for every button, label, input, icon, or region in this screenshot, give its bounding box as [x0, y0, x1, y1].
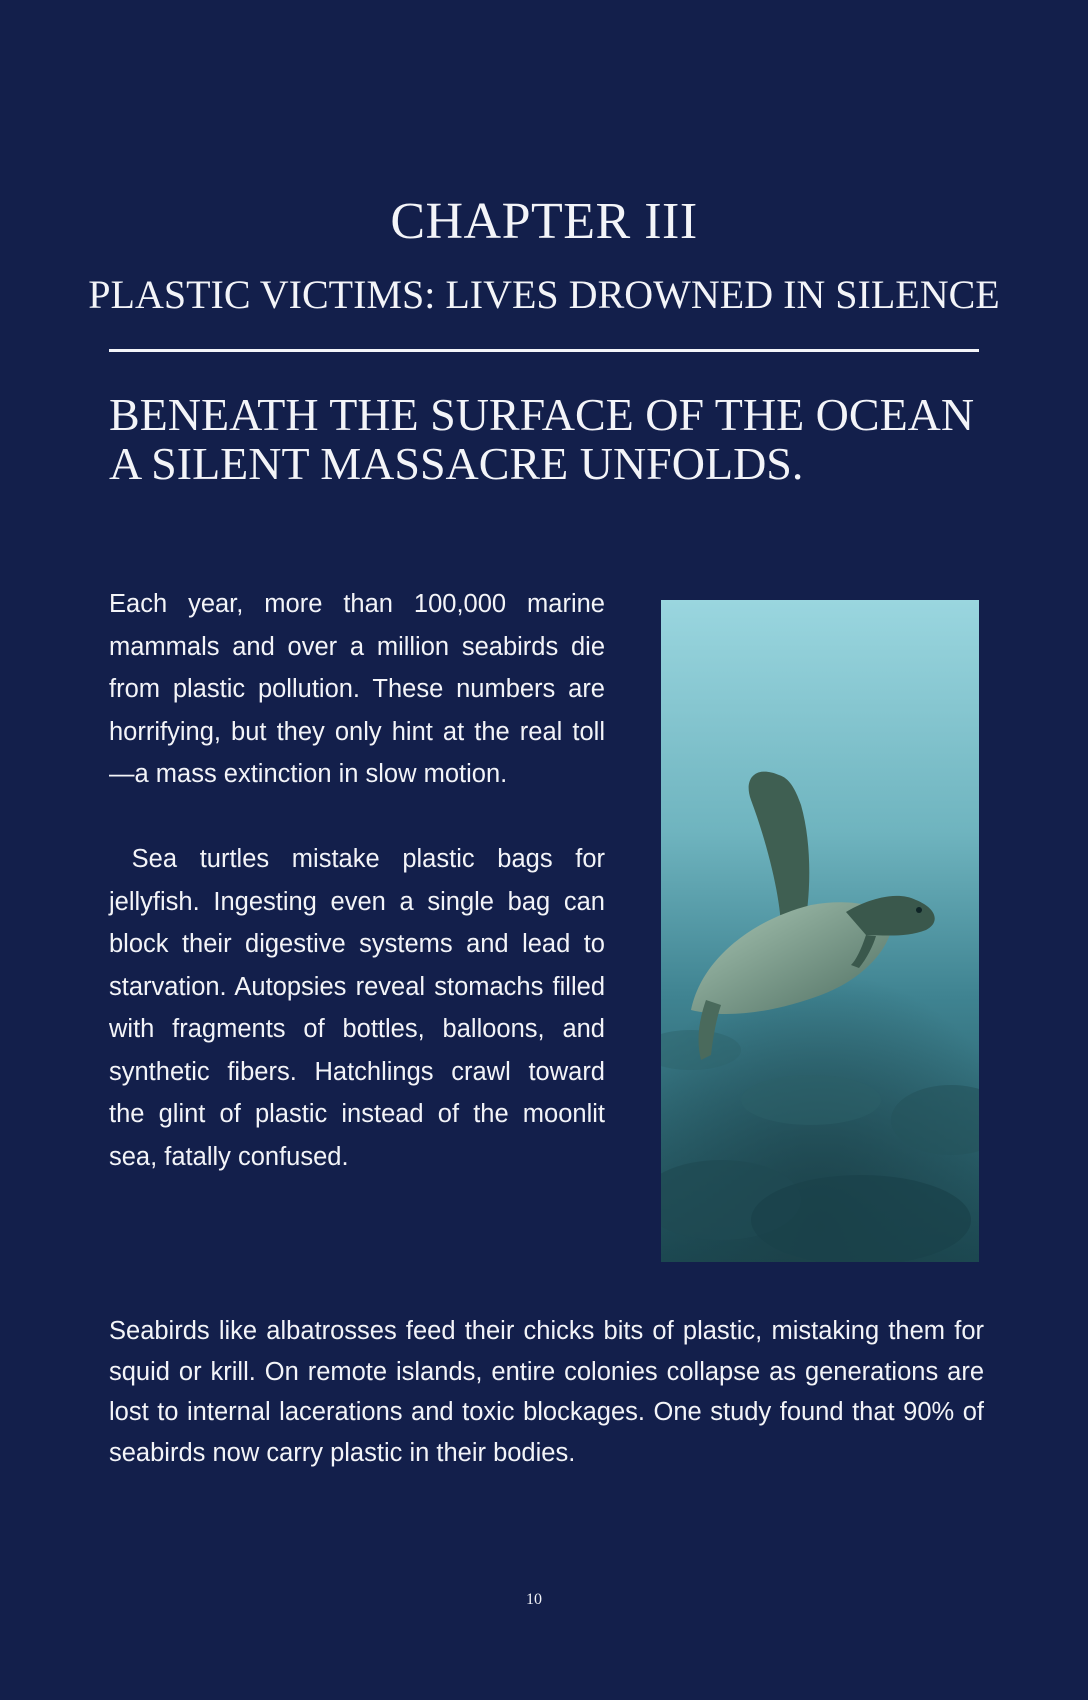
section-headline	[109, 390, 1009, 488]
page-number: 10	[526, 1591, 542, 1608]
body-paragraph-3: Seabirds like albatrosses feed their chicks bits of plastic, mistaking them for squid or krill. On remote islands, entire colonies collapse as generations are lost to internal lacerations and toxic blockages. One study found that 90% of seabirds now carry plastic in their bodies.	[109, 1317, 984, 1467]
sea-turtle-photo	[661, 600, 979, 1262]
headline-line-1: BENEATH THE SURFACE OF THE OCEAN	[109, 389, 975, 440]
title-divider	[109, 349, 979, 352]
body-paragraph-1: Each year, more than 100,000 marine mammals and over a million seabirds die from plastic pollution. These numbers are horrifying, but they only hint at the real toll—a mass extinction in slow motion.	[109, 590, 605, 788]
chapter-number: CHAPTER III	[390, 193, 698, 250]
headline-line-2: A SILENT MASSACRE UNFOLDS.	[109, 438, 804, 489]
left-text-column	[109, 583, 605, 1178]
chapter-title: PLASTIC VICTIMS: LIVES DROWNED IN SILENCE	[88, 272, 1000, 317]
body-paragraph-2: Sea turtles mistake plastic bags for jellyfish. Ingesting even a single bag can block their digestive systems and lead to starvation. Autopsies reveal stomachs filled with fragments of bottles, balloons, and synthetic fibers. Hatchlings crawl toward the glint of plastic instead of the moonlit sea, fatally confused.	[109, 845, 605, 1171]
